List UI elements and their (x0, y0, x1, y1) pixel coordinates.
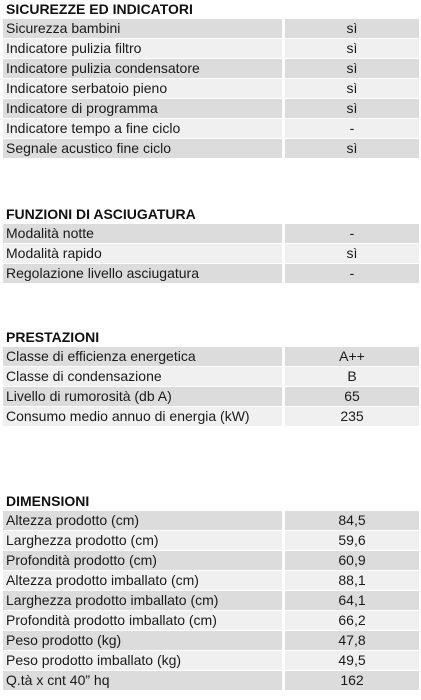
section-title: DIMENSIONI (6, 493, 90, 509)
row-label: Regolazione livello asciugatura (3, 264, 285, 283)
row-value: 235 (285, 407, 419, 426)
table-row (3, 99, 419, 118)
row-value: 65 (285, 387, 419, 406)
row-value: 66,2 (285, 611, 419, 630)
row-label: Classe di condensazione (3, 367, 285, 386)
row-value: 162 (285, 671, 419, 690)
row-label: Altezza prodotto (cm) (3, 511, 285, 530)
table-row (3, 571, 419, 590)
table-row (3, 671, 419, 690)
table-row (3, 511, 419, 530)
row-value: 64,1 (285, 591, 419, 610)
table-row (3, 651, 419, 670)
section-title: SICUREZZE ED INDICATORI (6, 1, 193, 17)
row-label: Indicatore tempo a fine ciclo (3, 119, 285, 138)
row-label: Altezza prodotto imballato (cm) (3, 571, 285, 590)
row-value: sì (285, 139, 419, 158)
section-sicurezze (4, 1, 418, 159)
row-label: Indicatore di programma (3, 99, 285, 118)
row-label: Consumo medio annuo di energia (kW) (3, 407, 285, 426)
spec-table (3, 510, 419, 691)
section-prestazioni (4, 329, 418, 427)
row-value: B (285, 367, 419, 386)
row-value: sì (285, 99, 419, 118)
table-row (3, 367, 419, 386)
row-value: 59,6 (285, 531, 419, 550)
row-value: sì (285, 39, 419, 58)
row-value: 47,8 (285, 631, 419, 650)
table-row (3, 19, 419, 38)
table-row (3, 531, 419, 550)
section-dimensioni (4, 493, 418, 691)
section-title: FUNZIONI DI ASCIUGATURA (6, 206, 196, 222)
table-row (3, 264, 419, 283)
row-value: sì (285, 19, 419, 38)
row-value: 60,9 (285, 551, 419, 570)
row-label: Larghezza prodotto imballato (cm) (3, 591, 285, 610)
section-title: PRESTAZIONI (6, 329, 100, 345)
row-label: Indicatore pulizia filtro (3, 39, 285, 58)
table-row (3, 387, 419, 406)
table-row (3, 139, 419, 158)
row-label: Indicatore serbatoio pieno (3, 79, 285, 98)
row-value: sì (285, 79, 419, 98)
table-row (3, 407, 419, 426)
row-label: Classe di efficienza energetica (3, 347, 285, 366)
row-value: - (285, 264, 419, 283)
table-row (3, 244, 419, 263)
table-row (3, 591, 419, 610)
table-row (3, 631, 419, 650)
row-value: 88,1 (285, 571, 419, 590)
table-row (3, 79, 419, 98)
row-value: 49,5 (285, 651, 419, 670)
table-row (3, 347, 419, 366)
row-label: Sicurezza bambini (3, 19, 285, 38)
spec-table (3, 18, 419, 159)
spec-table (3, 346, 419, 427)
row-label: Segnale acustico fine ciclo (3, 139, 285, 158)
row-value: 84,5 (285, 511, 419, 530)
section-funzioni-asciugatura (4, 206, 418, 284)
row-label: Indicatore pulizia condensatore (3, 59, 285, 78)
row-label: Peso prodotto imballato (kg) (3, 651, 285, 670)
table-row (3, 551, 419, 570)
row-label: Q.tà x cnt 40” hq (3, 671, 285, 690)
row-label: Modalità notte (3, 224, 285, 243)
spec-table (3, 223, 419, 284)
table-row (3, 611, 419, 630)
table-row (3, 224, 419, 243)
row-label: Livello di rumorosità (db A) (3, 387, 285, 406)
row-value: A++ (285, 347, 419, 366)
row-label: Profondità prodotto imballato (cm) (3, 611, 285, 630)
table-row (3, 59, 419, 78)
table-row (3, 39, 419, 58)
row-label: Profondità prodotto (cm) (3, 551, 285, 570)
row-label: Larghezza prodotto (cm) (3, 531, 285, 550)
row-value: sì (285, 59, 419, 78)
table-row (3, 119, 419, 138)
row-value: sì (285, 244, 419, 263)
row-label: Peso prodotto (kg) (3, 631, 285, 650)
row-label: Modalità rapido (3, 244, 285, 263)
row-value: - (285, 119, 419, 138)
row-value: - (285, 224, 419, 243)
